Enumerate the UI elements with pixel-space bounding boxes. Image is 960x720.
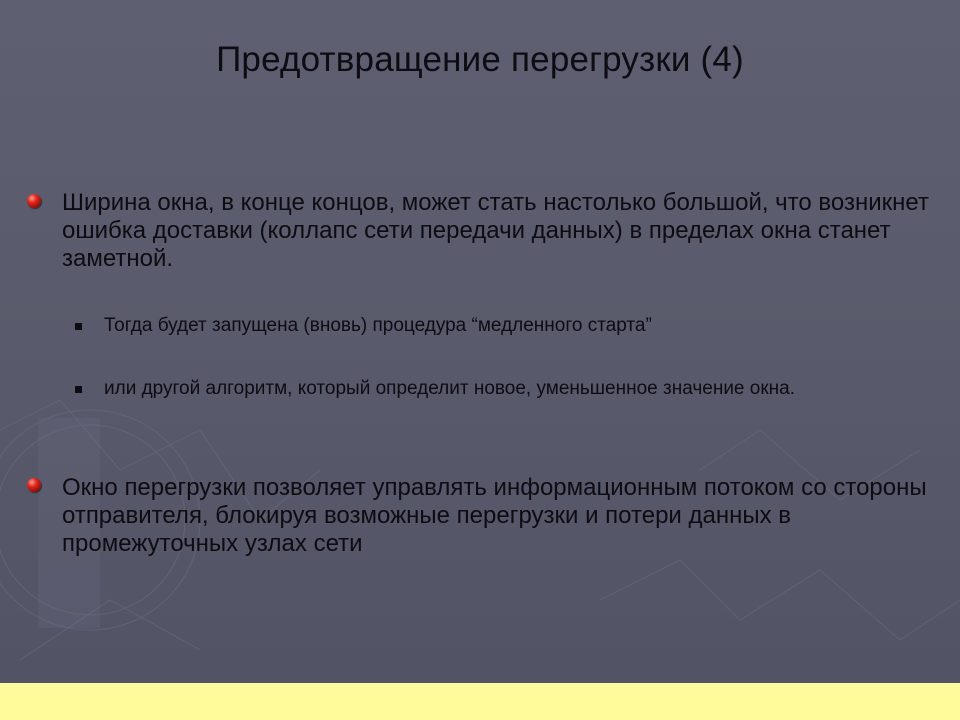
subbullet-text: Тогда будет запущена (вновь) процедура “медленного старта” xyxy=(104,315,652,336)
bullet-icon xyxy=(27,478,41,492)
bullet-text: Окно перегрузки позволяет управлять информационным потоком со стороны отправителя, блокируя возможные перегрузки и потери данных в промежуточных узлах сети xyxy=(62,474,927,557)
square-bullet-icon xyxy=(75,386,82,393)
square-bullet-icon xyxy=(75,323,82,330)
subbullet-text: или другой алгоритм, который определит новое, уменьшенное значение окна. xyxy=(104,378,795,399)
footer-band xyxy=(0,683,960,720)
bullet-icon xyxy=(27,194,41,208)
bullet-text: Ширина окна, в конце концов, может стать настолько большой, что возникнет ошибка доставки (коллапс сети передачи данных) в пределах окна станет заметной. xyxy=(62,189,929,272)
slide-title: Предотвращение перегрузки (4) xyxy=(216,40,744,79)
